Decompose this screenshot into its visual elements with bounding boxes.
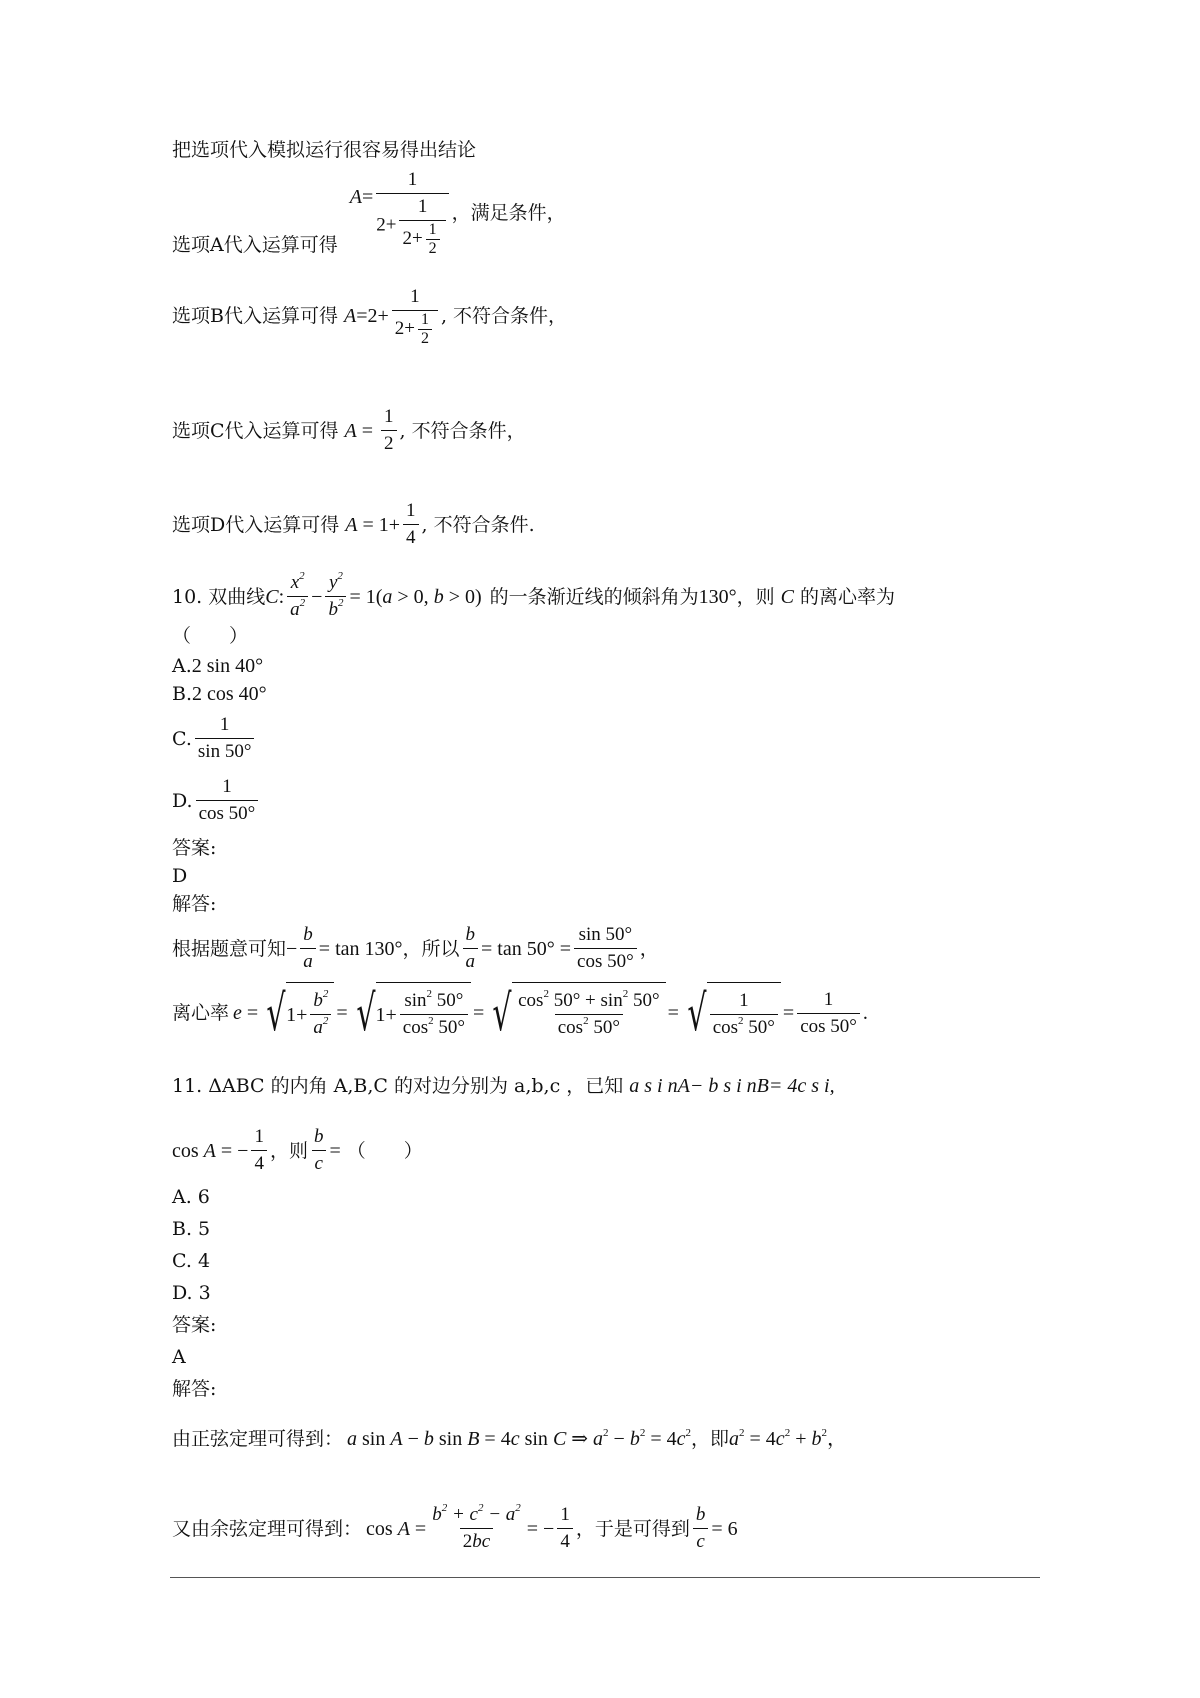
q10-choice-c-den: sin 50° (195, 738, 255, 765)
option-b-suffix: , 不符合条件， (440, 305, 568, 327)
q11-choice-a (172, 1185, 210, 1209)
q11-cond-mid: ，则 (269, 1139, 308, 1162)
option-d-line: 选项D代入运算可得 A = 1+ $\frac{1}{4}$ , 不符合条件. (172, 498, 535, 551)
q11-choice-c-text: C. 4 (172, 1250, 211, 1272)
q10-choice-c: C. $\frac{1}{\sin 50^\circ}$ (172, 712, 257, 765)
q10-paren-text: （ ） (172, 625, 249, 647)
footer-rule (170, 1577, 1040, 1578)
q10-answer-label (172, 836, 216, 860)
q10-solution-label-text: 解答: (172, 893, 217, 915)
q10-choice-d-label: D. (172, 789, 193, 812)
q10-stem: 10. 双曲线 C : $\frac{x^2}{a^2}$ − $\frac{y^2}{b^2}$ = 1(a > 0, b > 0) 的一条渐近线的倾斜角为 130° ，则 C 的离心率为 (172, 570, 895, 623)
option-c-line: 选项C代入运算可得 A = $\frac{1}{2}$ , 不符合条件， (172, 404, 526, 457)
q11-choice-b (172, 1217, 210, 1241)
q11-condition: cos A = − $\frac{1}{4}$ ，则 $\frac{b}{c}$ = （ ） (172, 1124, 423, 1177)
q11-choice-c (172, 1249, 210, 1273)
q11-choice-b-text: B. 5 (172, 1218, 211, 1240)
q11-choice-d-text: D. 3 (172, 1282, 211, 1304)
q11-stem-text: 11. ΔABC 的内角 A,B,C 的对边分别为 a,b,c ，已知 (172, 1075, 624, 1097)
q11-answer (172, 1345, 186, 1369)
q10-solution-label (172, 892, 216, 916)
q10-choice-b (172, 682, 267, 706)
q11-sol1-mid: ，即 (691, 1428, 730, 1450)
q10-choice-d-den: cos 50° (196, 800, 259, 827)
option-c-suffix: , 不符合条件， (399, 419, 526, 442)
option-a-suffix: ，满足条件， (451, 201, 566, 224)
q11-solution-line-1: 由正弦定理可得到： a sin A − b sin B = 4c sin C ⇒ $a^2 - b^2 = 4c^2$ ，即 $a^2 = 4c^2 + b^2$， (172, 1427, 847, 1450)
q10-paren (172, 624, 248, 648)
q10-sol2-prefix: 离心率 (172, 1002, 230, 1024)
option-b-fraction: 1 2+ $\frac{1}{2}$ (392, 284, 438, 348)
q10-choice-a (172, 654, 263, 678)
option-a-prefix: 选项A代入运算可得 (172, 233, 338, 256)
option-b-prefix: 选项B代入运算可得 (172, 305, 338, 327)
q10-stem-prefix: 10. 双曲线 (172, 585, 266, 608)
q11-solution-line-2: 又由余弦定理可得到： cos A = $\frac{b^2 + c^2 - a^2}{2bc}$ = − $\frac{1}{4}$ ，于是可得到 $\frac{b}{c}$ = 6 (172, 1502, 738, 1555)
q11-paren: （ ） (346, 1139, 423, 1162)
q10-choice-d: D. $\frac{1}{\cos 50^\circ}$ (172, 774, 261, 827)
q11-answer-label-text: 答案: (172, 1314, 217, 1336)
q11-stem-tail: a s i nA− b s i nB= 4c s i, (629, 1075, 835, 1097)
q10-answer-text: D (172, 865, 188, 887)
q11-choice-a-text: A. 6 (172, 1186, 210, 1208)
option-d-suffix: , 不符合条件. (421, 513, 535, 536)
q10-choice-b-label: B. (172, 683, 193, 705)
q10-angle: 130° (698, 585, 737, 608)
q10-choice-a-label: A. (172, 655, 192, 677)
q11-sol2-prefix: 又由余弦定理可得到： (172, 1517, 363, 1540)
option-a-fraction: 1 2+ 1 2+ $\frac{1}{2}$ (376, 167, 448, 258)
q10-choice-a-text: 2 sin 40° (191, 655, 264, 677)
q10-choice-c-label: C. (172, 727, 192, 750)
q10-answer (172, 864, 187, 888)
q11-solution-label (172, 1377, 216, 1401)
q10-stem-end: 的离心率为 (800, 585, 896, 608)
q11-answer-label (172, 1313, 216, 1337)
q11-answer-text: A (172, 1346, 186, 1368)
option-d-prefix: 选项D代入运算可得 (172, 513, 340, 536)
q11-stem (172, 1074, 835, 1098)
q10-solution-line-1: 根据题意可知 − $\frac{b}{a}$ = tan 130° ，所以 $\frac{b}{a}$ = tan 50° = $\frac{\sin 50^\circ}{\cos 50^\circ}$ ， (172, 922, 659, 975)
q10-choice-b-text: 2 cos 40° (192, 683, 267, 705)
q10-solution-line-2: 离心率 e = √ 1+ $\frac{b^2}{a^2}$ = √ 1+ $\frac{\sin^2 50^\circ}{\cos^2 50^\circ}$ = √ $\frac{\cos^2 50^\circ + \sin^2 50^\circ}{\cos^2 50^\circ}$ = √ $\frac{1}{\cos^2 50^\circ}$ = $\frac{1}{\cos 50^\circ}$ . (172, 984, 868, 1042)
q10-sol1-mid: ，所以 (402, 937, 460, 960)
option-b-line: 选项B代入运算可得 A =2+ 1 2+ $\frac{1}{2}$ , 不符合条件， (172, 286, 568, 347)
q10-sol1-prefix: 根据题意可知 (172, 937, 287, 960)
q10-stem-mid: 的一条渐近线的倾斜角为 (489, 585, 699, 608)
q11-sol1-prefix: 由正弦定理可得到： (172, 1428, 344, 1450)
q10-answer-label-text: 答案: (172, 837, 217, 859)
q11-choice-d (172, 1281, 211, 1305)
intro-text: 把选项代入模拟运行很容易得出结论 (172, 139, 477, 161)
q11-solution-label-text: 解答: (172, 1378, 217, 1400)
q10-stem-mid2: ，则 (736, 585, 775, 608)
option-c-prefix: 选项C代入运算可得 (172, 419, 339, 442)
option-a-line: 选项A代入运算可得 A = 1 2+ 1 2+ $\frac{1}{2}$ ，满足条件， (172, 169, 566, 257)
q11-sol2-mid: ，于是可得到 (575, 1517, 690, 1540)
intro-line (172, 138, 476, 162)
